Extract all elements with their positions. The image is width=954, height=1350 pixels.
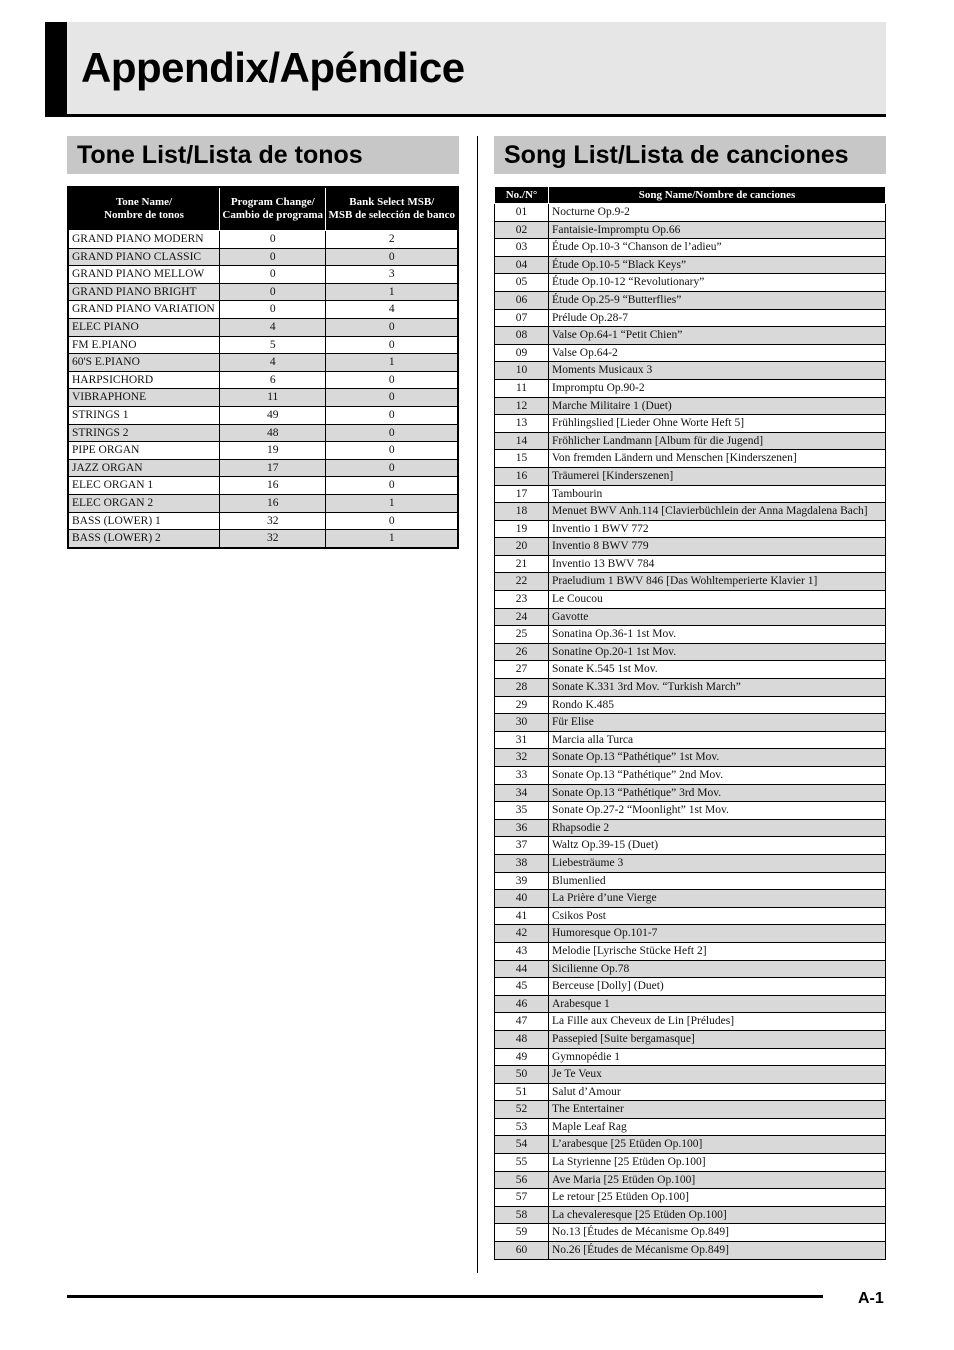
song-number-cell: 60 [495, 1242, 549, 1260]
bank-select-cell: 0 [326, 389, 458, 407]
table-row [495, 626, 886, 644]
song-name-cell: Sonate K.545 1st Mov. [549, 661, 886, 679]
song-name-cell: Impromptu Op.90-2 [549, 379, 886, 397]
table-row [68, 266, 458, 284]
table-row [495, 221, 886, 239]
tone-name-cell: 60'S E.PIANO [68, 354, 220, 372]
table-row [495, 309, 886, 327]
song-name-cell: Melodie [Lyrische Stücke Heft 2] [549, 942, 886, 960]
bank-select-cell: 0 [326, 512, 458, 530]
song-name-cell: Sonate K.331 3rd Mov. “Turkish March” [549, 679, 886, 697]
program-change-cell: 4 [220, 354, 326, 372]
song-name-cell: No.26 [Études de Mécanisme Op.849] [549, 1242, 886, 1260]
song-name-cell: Rhapsodie 2 [549, 819, 886, 837]
program-change-cell: 19 [220, 442, 326, 460]
song-name-cell: La Styrienne [25 Etüden Op.100] [549, 1154, 886, 1172]
program-change-column-header: Program Change/ Cambio de programa [220, 187, 326, 231]
bank-select-cell: 0 [326, 477, 458, 495]
program-change-cell: 11 [220, 389, 326, 407]
song-number-column-header: No./N° [495, 187, 549, 204]
table-row [495, 1048, 886, 1066]
table-row [495, 362, 886, 380]
song-name-cell: Sonatine Op.20-1 1st Mov. [549, 643, 886, 661]
song-table-header-row [495, 187, 886, 204]
table-row [495, 925, 886, 943]
song-number-cell: 46 [495, 995, 549, 1013]
table-row [495, 802, 886, 820]
table-row [495, 1171, 886, 1189]
song-name-cell: Étude Op.10-3 “Chanson de l’adieu” [549, 239, 886, 257]
song-name-cell: Rondo K.485 [549, 696, 886, 714]
tone-name-cell: FM E.PIANO [68, 336, 220, 354]
program-change-cell: 32 [220, 530, 326, 548]
tone-list-heading: Tone List/Lista de tonos [67, 136, 459, 174]
song-number-cell: 26 [495, 643, 549, 661]
table-row [495, 942, 886, 960]
song-number-cell: 03 [495, 239, 549, 257]
table-row [495, 450, 886, 468]
table-row [495, 573, 886, 591]
song-number-cell: 01 [495, 204, 549, 222]
tone-name-cell: ELEC PIANO [68, 318, 220, 336]
song-name-cell: Sonate Op.27-2 “Moonlight” 1st Mov. [549, 802, 886, 820]
song-number-cell: 21 [495, 555, 549, 573]
bank-select-cell: 3 [326, 266, 458, 284]
program-change-cell: 0 [220, 283, 326, 301]
song-number-cell: 05 [495, 274, 549, 292]
song-number-cell: 06 [495, 291, 549, 309]
bank-select-cell: 1 [326, 530, 458, 548]
song-number-cell: 19 [495, 520, 549, 538]
song-number-cell: 53 [495, 1118, 549, 1136]
song-number-cell: 48 [495, 1030, 549, 1048]
song-name-cell: Praeludium 1 BWV 846 [Das Wohltemperierte Klavier 1] [549, 573, 886, 591]
song-table-body [495, 204, 886, 1260]
tone-name-cell: GRAND PIANO MODERN [68, 231, 220, 249]
table-row [495, 344, 886, 362]
song-name-cell: Liebesträume 3 [549, 854, 886, 872]
tone-name-cell: PIPE ORGAN [68, 442, 220, 460]
song-number-cell: 04 [495, 256, 549, 274]
table-row [495, 520, 886, 538]
song-name-cell: Sonate Op.13 “Pathétique” 2nd Mov. [549, 767, 886, 785]
table-row [68, 494, 458, 512]
table-row [495, 661, 886, 679]
song-name-cell: Waltz Op.39-15 (Duet) [549, 837, 886, 855]
song-name-cell: Passepied [Suite bergamasque] [549, 1030, 886, 1048]
table-row [495, 1189, 886, 1207]
song-number-cell: 22 [495, 573, 549, 591]
table-row [495, 555, 886, 573]
song-name-cell: Fröhlicher Landmann [Album für die Jugend] [549, 432, 886, 450]
song-name-cell: Marche Militaire 1 (Duet) [549, 397, 886, 415]
song-number-cell: 33 [495, 767, 549, 785]
song-number-cell: 15 [495, 450, 549, 468]
song-name-cell: Inventio 1 BWV 772 [549, 520, 886, 538]
table-row [495, 679, 886, 697]
song-number-cell: 20 [495, 538, 549, 556]
table-row [495, 503, 886, 521]
tone-name-cell: ELEC ORGAN 1 [68, 477, 220, 495]
tone-list-table [67, 186, 459, 549]
table-row [495, 415, 886, 433]
table-row [495, 1030, 886, 1048]
song-name-cell: Inventio 13 BWV 784 [549, 555, 886, 573]
program-change-cell: 5 [220, 336, 326, 354]
bank-select-cell: 2 [326, 231, 458, 249]
song-number-cell: 31 [495, 731, 549, 749]
song-number-cell: 17 [495, 485, 549, 503]
song-number-cell: 12 [495, 397, 549, 415]
table-row [68, 424, 458, 442]
song-name-cell: Marcia alla Turca [549, 731, 886, 749]
table-row [495, 978, 886, 996]
bank-select-cell: 1 [326, 354, 458, 372]
table-row [495, 239, 886, 257]
song-number-cell: 30 [495, 714, 549, 732]
song-number-cell: 57 [495, 1189, 549, 1207]
bank-select-cell: 0 [326, 336, 458, 354]
tone-name-cell: VIBRAPHONE [68, 389, 220, 407]
song-name-cell: Frühlingslied [Lieder Ohne Worte Heft 5] [549, 415, 886, 433]
song-name-cell: Prélude Op.28-7 [549, 309, 886, 327]
table-row [495, 643, 886, 661]
table-row [495, 696, 886, 714]
tone-name-cell: GRAND PIANO VARIATION [68, 301, 220, 319]
table-row [495, 837, 886, 855]
tone-name-cell: GRAND PIANO CLASSIC [68, 248, 220, 266]
table-row [495, 432, 886, 450]
song-name-cell: Je Te Veux [549, 1066, 886, 1084]
song-name-cell: Von fremden Ländern und Menschen [Kinderszenen] [549, 450, 886, 468]
song-name-cell: Berceuse [Dolly] (Duet) [549, 978, 886, 996]
song-name-cell: Valse Op.64-2 [549, 344, 886, 362]
song-name-cell: Maple Leaf Rag [549, 1118, 886, 1136]
banner-accent-bar [45, 22, 67, 114]
song-name-cell: Für Elise [549, 714, 886, 732]
table-row [68, 512, 458, 530]
song-name-cell: Nocturne Op.9-2 [549, 204, 886, 222]
tone-name-cell: STRINGS 2 [68, 424, 220, 442]
table-row [495, 274, 886, 292]
song-name-cell: Étude Op.25-9 “Butterflies” [549, 291, 886, 309]
table-row [68, 354, 458, 372]
song-name-cell: Menuet BWV Anh.114 [Clavierbüchlein der Anna Magdalena Bach] [549, 503, 886, 521]
table-row [495, 485, 886, 503]
song-name-cell: L’arabesque [25 Etüden Op.100] [549, 1136, 886, 1154]
table-row [495, 256, 886, 274]
program-change-cell: 4 [220, 318, 326, 336]
song-number-cell: 38 [495, 854, 549, 872]
program-change-cell: 16 [220, 477, 326, 495]
song-number-cell: 24 [495, 608, 549, 626]
song-name-column-header: Song Name/Nombre de canciones [549, 187, 886, 204]
song-number-cell: 28 [495, 679, 549, 697]
table-row [495, 907, 886, 925]
song-number-cell: 54 [495, 1136, 549, 1154]
program-change-cell: 0 [220, 248, 326, 266]
bank-select-cell: 1 [326, 283, 458, 301]
bank-select-cell: 0 [326, 406, 458, 424]
song-name-cell: Sicilienne Op.78 [549, 960, 886, 978]
table-row [495, 995, 886, 1013]
tone-name-cell: HARPSICHORD [68, 371, 220, 389]
song-number-cell: 50 [495, 1066, 549, 1084]
song-name-cell: Gavotte [549, 608, 886, 626]
song-number-cell: 32 [495, 749, 549, 767]
page-title: Appendix/Apéndice [81, 44, 465, 91]
song-name-cell: Csikos Post [549, 907, 886, 925]
song-name-cell: Träumerei [Kinderszenen] [549, 467, 886, 485]
table-row [68, 336, 458, 354]
song-number-cell: 10 [495, 362, 549, 380]
song-name-cell: Sonate Op.13 “Pathétique” 1st Mov. [549, 749, 886, 767]
song-number-cell: 51 [495, 1083, 549, 1101]
table-row [495, 854, 886, 872]
song-number-cell: 18 [495, 503, 549, 521]
bank-select-cell: 4 [326, 301, 458, 319]
table-row [495, 714, 886, 732]
page-number: A-1 [858, 1290, 884, 1307]
tone-name-cell: GRAND PIANO BRIGHT [68, 283, 220, 301]
song-number-cell: 08 [495, 327, 549, 345]
table-row [495, 591, 886, 609]
table-row [495, 1136, 886, 1154]
song-number-cell: 09 [495, 344, 549, 362]
table-row [68, 459, 458, 477]
song-number-cell: 16 [495, 467, 549, 485]
song-list-table [494, 186, 886, 1260]
tone-table-header-row [68, 187, 458, 231]
table-row [68, 248, 458, 266]
table-row [495, 731, 886, 749]
table-row [495, 872, 886, 890]
table-row [495, 608, 886, 626]
table-row [68, 231, 458, 249]
song-number-cell: 34 [495, 784, 549, 802]
song-name-cell: Étude Op.10-12 “Revolutionary” [549, 274, 886, 292]
program-change-cell: 0 [220, 301, 326, 319]
bank-select-cell: 1 [326, 494, 458, 512]
tone-name-cell: JAZZ ORGAN [68, 459, 220, 477]
song-number-cell: 47 [495, 1013, 549, 1031]
song-number-cell: 11 [495, 379, 549, 397]
table-row [495, 1206, 886, 1224]
song-name-cell: La Prière d’une Vierge [549, 890, 886, 908]
program-change-cell: 32 [220, 512, 326, 530]
song-number-cell: 44 [495, 960, 549, 978]
table-row [495, 1154, 886, 1172]
song-number-cell: 27 [495, 661, 549, 679]
song-name-cell: Étude Op.10-5 “Black Keys” [549, 256, 886, 274]
song-list-heading: Song List/Lista de canciones [494, 136, 886, 174]
bank-select-cell: 0 [326, 459, 458, 477]
table-row [495, 1242, 886, 1260]
table-row [495, 1118, 886, 1136]
song-name-cell: La Fille aux Cheveux de Lin [Préludes] [549, 1013, 886, 1031]
bank-select-cell: 0 [326, 371, 458, 389]
song-number-cell: 49 [495, 1048, 549, 1066]
table-row [495, 327, 886, 345]
song-name-cell: Inventio 8 BWV 779 [549, 538, 886, 556]
program-change-cell: 16 [220, 494, 326, 512]
table-row [68, 442, 458, 460]
table-row [68, 389, 458, 407]
song-number-cell: 23 [495, 591, 549, 609]
bank-select-cell: 0 [326, 424, 458, 442]
table-row [495, 960, 886, 978]
song-name-cell: Le retour [25 Etüden Op.100] [549, 1189, 886, 1207]
table-row [68, 477, 458, 495]
song-name-cell: Tambourin [549, 485, 886, 503]
program-change-cell: 6 [220, 371, 326, 389]
song-number-cell: 25 [495, 626, 549, 644]
title-banner [45, 22, 886, 117]
table-row [495, 767, 886, 785]
table-row [495, 1224, 886, 1242]
song-number-cell: 13 [495, 415, 549, 433]
song-number-cell: 07 [495, 309, 549, 327]
program-change-cell: 0 [220, 231, 326, 249]
table-row [68, 318, 458, 336]
song-number-cell: 52 [495, 1101, 549, 1119]
tone-name-column-header: Tone Name/ Nombre de tonos [68, 187, 220, 231]
table-row [495, 1083, 886, 1101]
table-row [495, 1013, 886, 1031]
bank-select-cell: 0 [326, 318, 458, 336]
song-number-cell: 29 [495, 696, 549, 714]
table-row [495, 819, 886, 837]
song-name-cell: Moments Musicaux 3 [549, 362, 886, 380]
footer-rule [67, 1295, 823, 1298]
song-name-cell: Arabesque 1 [549, 995, 886, 1013]
table-row [495, 204, 886, 222]
table-row [68, 283, 458, 301]
song-name-cell: La chevaleresque [25 Etüden Op.100] [549, 1206, 886, 1224]
bank-select-column-header: Bank Select MSB/ MSB de selección de banco [326, 187, 458, 231]
song-number-cell: 59 [495, 1224, 549, 1242]
program-change-cell: 0 [220, 266, 326, 284]
song-number-cell: 45 [495, 978, 549, 996]
table-row [495, 890, 886, 908]
tone-name-cell: STRINGS 1 [68, 406, 220, 424]
song-name-cell: The Entertainer [549, 1101, 886, 1119]
table-row [68, 371, 458, 389]
song-number-cell: 43 [495, 942, 549, 960]
song-number-cell: 41 [495, 907, 549, 925]
tone-table-body [68, 231, 458, 548]
song-number-cell: 02 [495, 221, 549, 239]
column-divider [477, 136, 478, 1273]
song-number-cell: 58 [495, 1206, 549, 1224]
song-number-cell: 36 [495, 819, 549, 837]
tone-name-cell: GRAND PIANO MELLOW [68, 266, 220, 284]
song-number-cell: 35 [495, 802, 549, 820]
tone-name-cell: BASS (LOWER) 1 [68, 512, 220, 530]
tone-name-cell: ELEC ORGAN 2 [68, 494, 220, 512]
song-number-cell: 56 [495, 1171, 549, 1189]
table-row [495, 397, 886, 415]
bank-select-cell: 0 [326, 248, 458, 266]
table-row [495, 749, 886, 767]
table-row [495, 1066, 886, 1084]
table-row [68, 406, 458, 424]
program-change-cell: 48 [220, 424, 326, 442]
table-row [495, 1101, 886, 1119]
table-row [495, 538, 886, 556]
song-name-cell: Fantaisie-Impromptu Op.66 [549, 221, 886, 239]
song-name-cell: Blumenlied [549, 872, 886, 890]
song-name-cell: Le Coucou [549, 591, 886, 609]
program-change-cell: 17 [220, 459, 326, 477]
table-row [495, 467, 886, 485]
song-number-cell: 37 [495, 837, 549, 855]
song-name-cell: Ave Maria [25 Etüden Op.100] [549, 1171, 886, 1189]
song-name-cell: Sonate Op.13 “Pathétique” 3rd Mov. [549, 784, 886, 802]
song-number-cell: 40 [495, 890, 549, 908]
song-number-cell: 55 [495, 1154, 549, 1172]
song-name-cell: Humoresque Op.101-7 [549, 925, 886, 943]
program-change-cell: 49 [220, 406, 326, 424]
table-row [68, 530, 458, 548]
song-name-cell: Valse Op.64-1 “Petit Chien” [549, 327, 886, 345]
song-number-cell: 14 [495, 432, 549, 450]
song-number-cell: 39 [495, 872, 549, 890]
table-row [68, 301, 458, 319]
song-name-cell: No.13 [Études de Mécanisme Op.849] [549, 1224, 886, 1242]
song-name-cell: Gymnopédie 1 [549, 1048, 886, 1066]
bank-select-cell: 0 [326, 442, 458, 460]
tone-name-cell: BASS (LOWER) 2 [68, 530, 220, 548]
table-row [495, 784, 886, 802]
song-name-cell: Sonatina Op.36-1 1st Mov. [549, 626, 886, 644]
song-name-cell: Salut d’Amour [549, 1083, 886, 1101]
song-number-cell: 42 [495, 925, 549, 943]
table-row [495, 291, 886, 309]
table-row [495, 379, 886, 397]
